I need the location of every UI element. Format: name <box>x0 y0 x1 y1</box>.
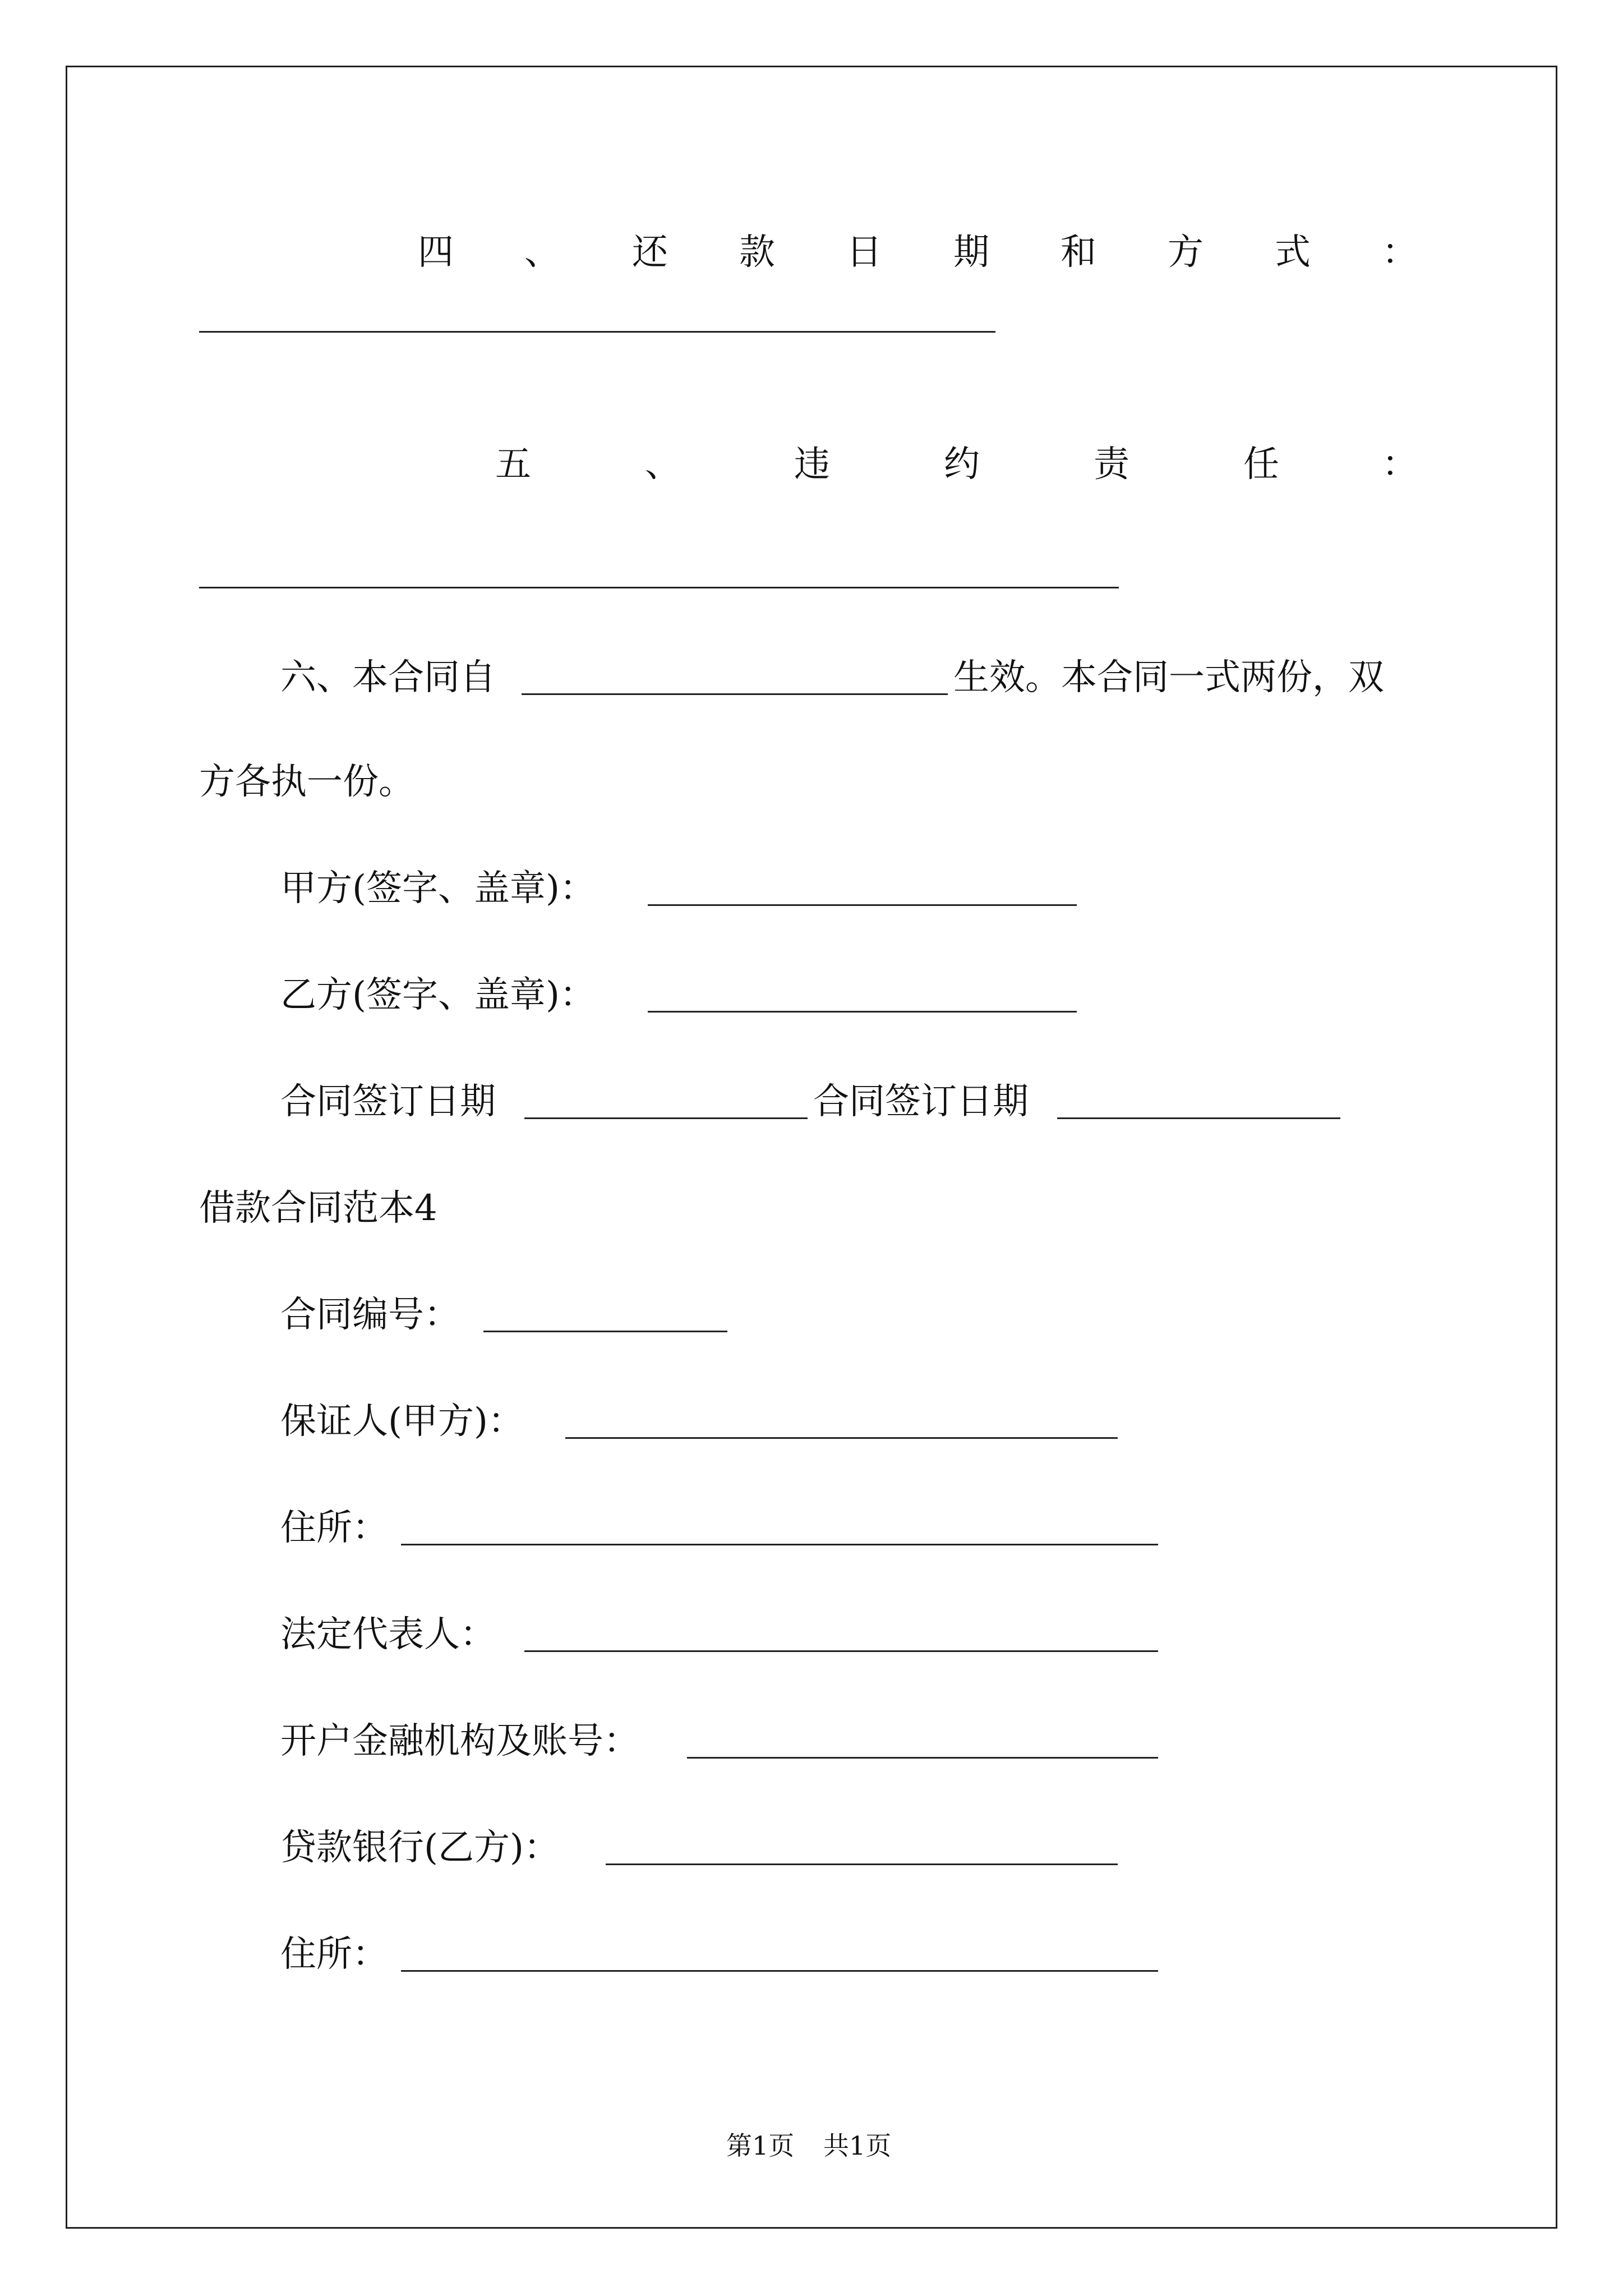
heading-four-char: 四 <box>418 232 454 273</box>
sign-date-label-2: 合同签订日期 <box>813 1081 1029 1122</box>
heading-four-char: 和 <box>1061 232 1096 273</box>
heading-five-char: 五 <box>495 444 531 485</box>
heading-five-char: 约 <box>944 444 980 485</box>
footer-total-pages: 共1页 <box>823 2131 892 2161</box>
lender-address-label: 住所： <box>280 1934 388 1975</box>
section-title: 借款合同范本4 <box>199 1188 437 1229</box>
heading-four-char: 、 <box>524 232 560 273</box>
footer-current-page: 第1页 <box>726 2131 795 2161</box>
sign-date-field-1[interactable] <box>524 1117 808 1119</box>
blank-breach[interactable] <box>199 587 1119 588</box>
lender-address-field[interactable] <box>401 1970 1158 1972</box>
legal-rep-label: 法定代表人： <box>280 1614 496 1655</box>
party-b-label: 乙方(签字、盖章)： <box>280 974 596 1016</box>
item-six-text-cont: 生效。本合同一式两份，双 <box>953 657 1384 698</box>
legal-rep-field[interactable] <box>524 1650 1158 1652</box>
bank-account-field[interactable] <box>687 1757 1158 1759</box>
heading-four-char: 款 <box>739 232 775 273</box>
heading-four-char: 期 <box>953 232 989 273</box>
blank-effective-date[interactable] <box>522 693 948 695</box>
heading-four-char: 还 <box>632 232 668 273</box>
bank-account-label: 开户金融机构及账号： <box>280 1720 639 1762</box>
item-six-text: 六、本合同自 <box>280 657 496 698</box>
guarantor-label: 保证人(甲方)： <box>280 1401 524 1442</box>
page-border <box>66 66 1557 2229</box>
party-b-signature-field[interactable] <box>648 1011 1077 1013</box>
lender-label: 贷款银行(乙方)： <box>280 1827 560 1869</box>
sign-date-field-2[interactable] <box>1057 1117 1340 1119</box>
guarantor-field[interactable] <box>565 1437 1118 1439</box>
heading-five-char: 任 <box>1243 444 1279 485</box>
heading-four-char: ： <box>1382 232 1418 273</box>
heading-five-char: 、 <box>645 444 681 485</box>
blank-repayment[interactable] <box>199 331 995 333</box>
sign-date-label-1: 合同签订日期 <box>280 1081 496 1122</box>
address-label: 住所： <box>280 1507 388 1549</box>
heading-four-char: 方 <box>1168 232 1204 273</box>
heading-five-char: ： <box>1382 444 1418 485</box>
party-a-signature-field[interactable] <box>648 904 1077 906</box>
contract-number-label: 合同编号： <box>280 1294 460 1336</box>
heading-five-char: 责 <box>1094 444 1129 485</box>
heading-four-char: 日 <box>846 232 882 273</box>
lender-field[interactable] <box>606 1864 1118 1865</box>
contract-number-field[interactable] <box>483 1331 727 1332</box>
heading-five-char: 违 <box>794 444 830 485</box>
heading-four-char: 式 <box>1275 232 1311 273</box>
address-field[interactable] <box>401 1544 1158 1545</box>
item-six-line2: 方各执一份。 <box>199 761 414 803</box>
party-a-label: 甲方(签字、盖章)： <box>280 868 596 909</box>
